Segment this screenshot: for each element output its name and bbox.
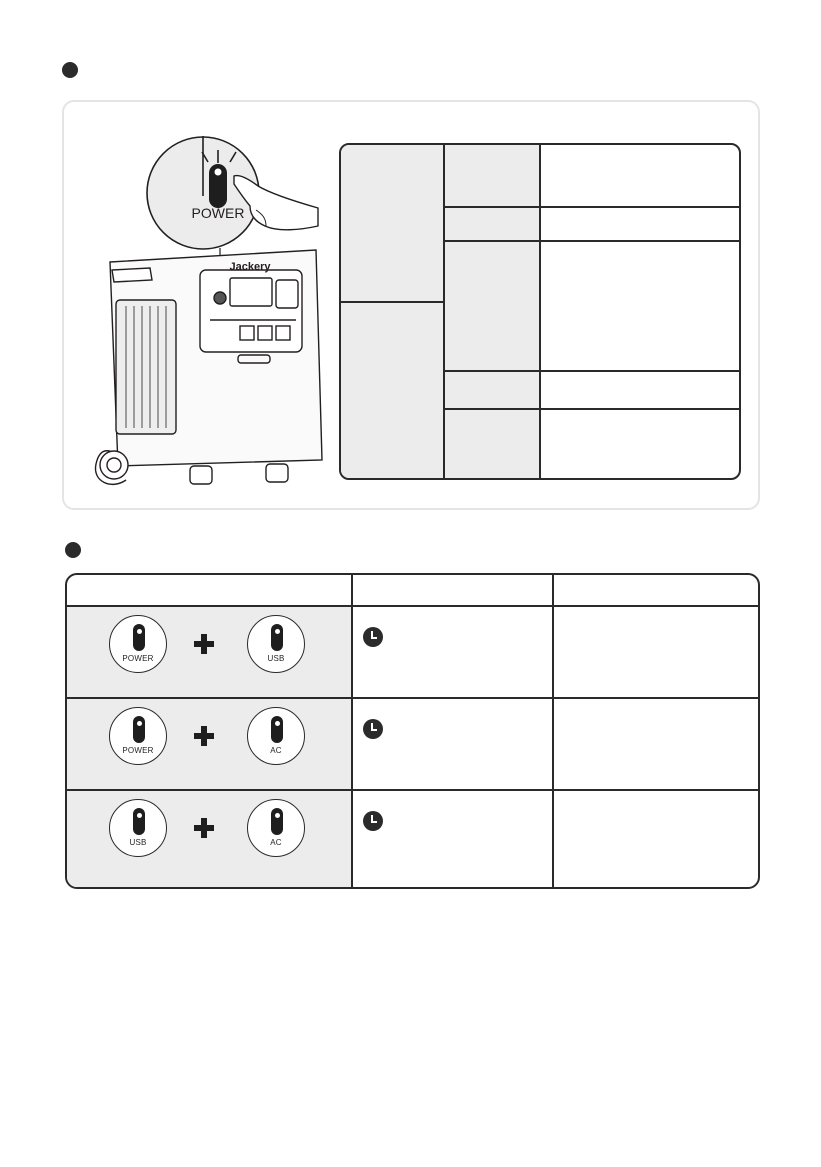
mode-group-1-cell <box>341 145 445 303</box>
mode-subcell <box>445 409 541 480</box>
power-button-icon <box>109 707 167 765</box>
mode-subcell <box>445 207 541 241</box>
table-row <box>67 791 353 881</box>
plus-icon <box>191 723 217 749</box>
ac-button-icon <box>247 707 305 765</box>
clock-icon <box>363 627 383 647</box>
mode-subcell <box>445 241 541 303</box>
mode-subcell <box>445 371 541 409</box>
button-label: USB <box>129 838 147 847</box>
usb-button-icon <box>247 615 305 673</box>
brand-logo: Jackery <box>229 261 271 273</box>
power-station-illustration <box>90 130 340 495</box>
button-label: POWER <box>122 654 154 663</box>
mode-subcell <box>445 145 541 207</box>
button-combination-table <box>65 573 760 889</box>
button-label: POWER <box>122 746 154 755</box>
ac-button-icon <box>247 799 305 857</box>
row-divider <box>445 240 739 242</box>
column-divider <box>552 575 554 887</box>
table-row <box>67 699 353 789</box>
clock-icon <box>363 719 383 739</box>
mode-subcell <box>445 303 541 371</box>
power-button-icon <box>109 615 167 673</box>
button-label: AC <box>270 838 282 847</box>
mode-group-2-cell <box>341 303 445 480</box>
row-divider <box>445 370 739 372</box>
button-label: USB <box>267 654 285 663</box>
row-divider <box>445 206 739 208</box>
row-divider <box>445 408 739 410</box>
device-body <box>95 250 322 484</box>
clock-icon <box>363 811 383 831</box>
section-bullet-2 <box>65 542 81 558</box>
plus-icon <box>191 815 217 841</box>
power-label: POWER <box>191 205 245 221</box>
mode-table <box>339 143 741 480</box>
table-row <box>67 607 353 697</box>
button-label: AC <box>270 746 282 755</box>
section-bullet-1 <box>62 62 78 78</box>
usb-button-icon <box>109 799 167 857</box>
plus-icon <box>191 631 217 657</box>
